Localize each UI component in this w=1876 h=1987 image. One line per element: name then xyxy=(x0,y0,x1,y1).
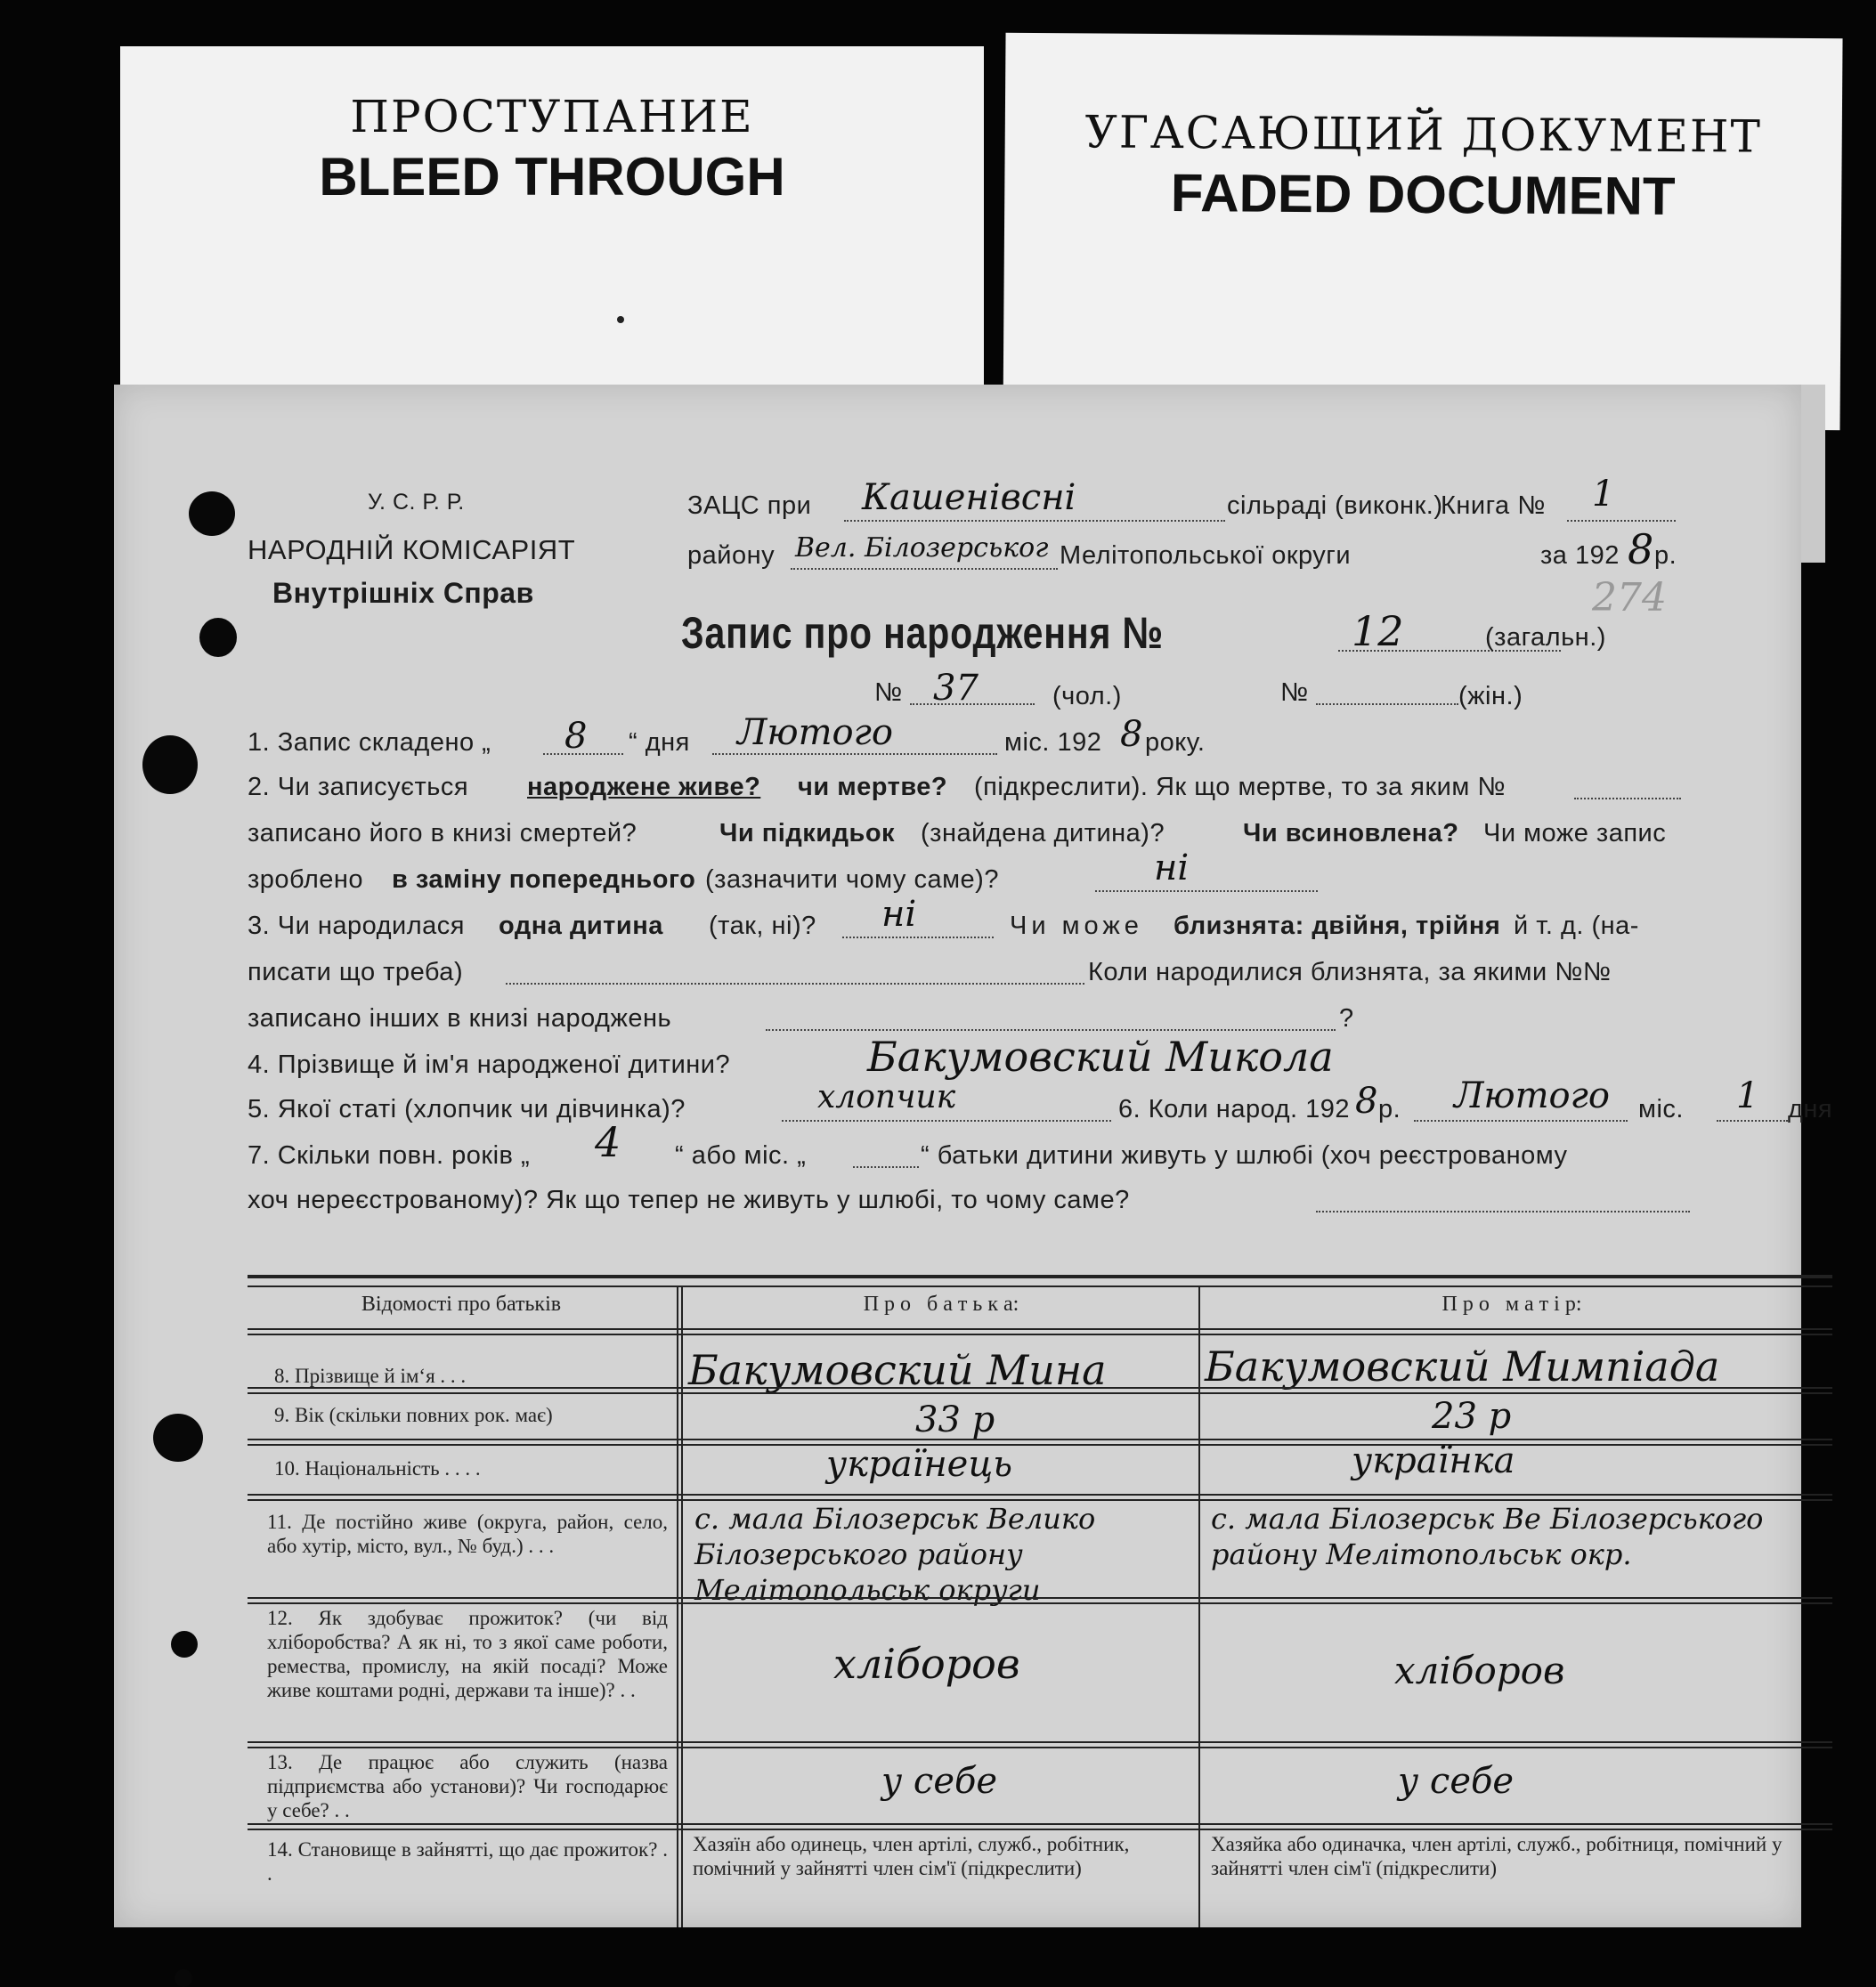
q6-label: 6. Коли народ. 192 xyxy=(1118,1095,1350,1123)
q2-line2-foundling: Чи підкидьок xyxy=(719,819,896,848)
q7-years-value: 4 xyxy=(595,1118,621,1166)
bleed-through-label-card xyxy=(120,46,984,429)
q1-month-value: Лютого xyxy=(737,712,893,753)
q3-line3-a: записано інших в книзі народжень xyxy=(248,1004,672,1033)
faded-document-ru: УГАСАЮЩИЙ ДОКУМЕНТ xyxy=(1084,106,1763,163)
punch-hole xyxy=(171,1631,198,1658)
q3-line2-a: писати що треба) xyxy=(248,958,464,986)
row14-father-options: Хазяїн або одинець, член артілі, служб., робітник, помічний у зайнятті член сім'ї (підкреслити) xyxy=(693,1833,1130,1879)
q3-line1-d: Чи може xyxy=(1010,912,1143,940)
punch-hole xyxy=(189,491,235,536)
table-col-divider-1b xyxy=(681,1285,683,1927)
q5-answer: хлопчик xyxy=(817,1079,956,1115)
table-row-rule xyxy=(248,1494,1832,1496)
row13-label: 13. Де працює або служить (назва підприємства або установи)? Чи господарює у себе? . . xyxy=(267,1751,668,1821)
q2-line2-c: (знайдена дитина)? xyxy=(921,819,1165,848)
q2-answer-line xyxy=(1095,890,1318,892)
birth-record-form xyxy=(114,385,1833,1927)
table-row-rule xyxy=(248,1597,1832,1599)
table-row-rule xyxy=(248,1602,1832,1604)
q7-line1-c: “ батьки дитини живуть у шлюбі (хоч реєстрованому xyxy=(921,1141,1568,1170)
okruha-label: Мелітопольської округи xyxy=(1060,541,1352,570)
q6-day-line xyxy=(1717,1120,1788,1122)
bleed-through-en: BLEED THROUGH xyxy=(319,147,785,207)
q6-month-value: Лютого xyxy=(1454,1075,1610,1116)
q3-line2-dots xyxy=(506,983,1084,985)
stamp-number: 274 xyxy=(1592,575,1667,620)
q2-line2-e: Чи може запис xyxy=(1483,819,1667,848)
general-label: (загальн.) xyxy=(1485,623,1606,652)
row12-label: 12. Як здобуває прожиток? (чи від хліборобства? А як ні, то з якої саме роботи, ремества, промислу, на якій посаді? Може живе коштами родні, держави та інше)? . . xyxy=(267,1607,668,1701)
q2-line3-a: зроблено xyxy=(248,865,364,894)
female-no-sign: № xyxy=(1280,678,1309,707)
year-suffix: р. xyxy=(1654,541,1677,570)
q2-line3-c: (зазначити чому саме)? xyxy=(705,865,999,894)
table-top-rule xyxy=(248,1275,1832,1278)
record-title: Запис про народження № xyxy=(681,608,1164,658)
faded-document-label-card xyxy=(1003,33,1842,431)
table-col-divider-1 xyxy=(677,1285,678,1927)
q3-line1-a: 3. Чи народилася xyxy=(248,912,465,940)
table-row-rule xyxy=(248,1387,1832,1389)
female-label: (жін.) xyxy=(1458,682,1523,710)
ussr-header: У. С. Р. Р. xyxy=(368,490,465,515)
year-label: за 192 xyxy=(1540,541,1620,570)
q6-year-value: 8 xyxy=(1355,1081,1378,1122)
table-row-rule xyxy=(248,1334,1832,1335)
q1-year-label: року. xyxy=(1145,728,1206,757)
q6-month-label: міс. xyxy=(1638,1095,1684,1123)
q6-year-label: р. xyxy=(1378,1095,1401,1123)
table-header-parents: Відомості про батьків xyxy=(361,1293,562,1316)
q1-month-line xyxy=(712,753,997,755)
table-row-rule xyxy=(248,1328,1832,1330)
q2-line1-d: (підкреслити). Як що мертве, то за яким № xyxy=(974,773,1506,801)
q2-line2-adopted: Чи всиновлена? xyxy=(1243,819,1459,848)
q7-line1-b: “ або міс. „ xyxy=(675,1141,807,1170)
q2-line2-a: записано його в книзі смертей? xyxy=(248,819,638,848)
table-header-father: П р о б а т ь к а: xyxy=(863,1293,1019,1316)
q4-child-name: Бакумовский Микола xyxy=(867,1033,1334,1081)
row11-father-value: с. мала Білозерськ Велико Білозерського району Мелітопольськ округи xyxy=(694,1502,1096,1607)
table-col-divider-2 xyxy=(1198,1285,1200,1927)
district-value: Вел. Білозерськог xyxy=(795,532,1049,564)
punch-hole xyxy=(153,1414,203,1462)
table-row-rule xyxy=(248,1741,1832,1743)
table-top-rule-2 xyxy=(248,1285,1832,1287)
faded-document-en: FADED DOCUMENT xyxy=(1170,163,1676,226)
row8-mother-value: Бакумовский Мимпіада xyxy=(1205,1342,1720,1391)
general-no-value: 12 xyxy=(1352,607,1404,655)
table-row-rule xyxy=(248,1747,1832,1748)
male-no-value: 37 xyxy=(933,668,979,709)
q2-line1-dead: чи мертве? xyxy=(798,773,948,801)
q3-line3-dots xyxy=(766,1029,1336,1031)
row8-label: 8. Прізвище й ім‘я . . . xyxy=(274,1365,467,1387)
book-no-line xyxy=(1567,520,1676,522)
q3-line1-f: й т. д. (на- xyxy=(1514,912,1639,940)
table-row-rule xyxy=(248,1439,1832,1440)
table-header-mother: П р о м а т і р: xyxy=(1442,1293,1582,1316)
zags-prefix: ЗАЦС при xyxy=(687,491,812,520)
table-row-rule xyxy=(248,1392,1832,1394)
punch-hole xyxy=(142,735,198,794)
q1-prefix: 1. Запис складено „ xyxy=(248,728,491,757)
q7-line1-a: 7. Скільки повн. років „ xyxy=(248,1141,531,1170)
q7-line2: хоч нереєстрованому)? Як що тепер не живуть у шлюбі, то чому саме? xyxy=(248,1186,1130,1214)
q1-day-value: 8 xyxy=(564,716,588,757)
council-label: сільраді (виконк.) xyxy=(1227,491,1443,520)
row10-label: 10. Національність . . . . xyxy=(274,1457,481,1480)
q2-death-no-line xyxy=(1574,798,1681,799)
internal-affairs-header: Внутрішніх Справ xyxy=(272,577,534,609)
book-label: Книга № xyxy=(1441,491,1546,520)
bleed-through-ru: ПРОСТУПАНИЕ xyxy=(350,91,754,142)
q1-month-label: міс. 192 xyxy=(1004,728,1102,757)
q7-months-line xyxy=(853,1166,919,1168)
row8-father-value: Бакумовский Мина xyxy=(688,1346,1107,1394)
table-row-rule xyxy=(248,1444,1832,1446)
district-line xyxy=(791,568,1058,570)
male-label: (чол.) xyxy=(1052,682,1122,710)
q2-line3-replacement: в заміну попереднього xyxy=(392,865,696,894)
row13-father-value: у себе xyxy=(881,1761,998,1802)
q3-line1-c: (так, ні)? xyxy=(709,912,816,940)
q3-answer: ні xyxy=(881,894,917,935)
district-label: району xyxy=(687,541,776,570)
book-no-value: 1 xyxy=(1592,474,1615,515)
q6-day-label: дня xyxy=(1788,1095,1833,1123)
male-no-sign: № xyxy=(874,678,903,707)
row9-father-value: 33 р xyxy=(915,1399,995,1440)
zags-village-value: Кашенівсні xyxy=(862,477,1076,518)
row11-label: 11. Де постійно живе (округа, район, село, або хутір, місто, вул., № буд.) . . . xyxy=(267,1511,668,1557)
row12-father-value: хліборов xyxy=(833,1640,1020,1688)
q3-answer-line xyxy=(842,937,994,938)
row11-mother-value: с. мала Білозерськ Ве Білозерського району Мелітопольськ окр. xyxy=(1211,1502,1764,1571)
row9-label: 9. Вік (скільки повних рок. має) xyxy=(274,1404,553,1426)
q2-line1-a: 2. Чи записується xyxy=(248,773,469,801)
q6-month-line xyxy=(1414,1120,1628,1122)
row14-mother-options: Хазяйка або одиначка, член артілі, служб., робітниця, помічний у зайнятті член сім'ї (підкреслити) xyxy=(1211,1833,1783,1879)
commissariat-header: НАРОДНІЙ КОМІСАРІЯТ xyxy=(248,534,576,565)
q5-label: 5. Якої статі (хлопчик чи дівчинка)? xyxy=(248,1095,686,1123)
row13-mother-value: у себе xyxy=(1398,1761,1515,1802)
table-row-rule xyxy=(248,1823,1832,1825)
table-row-rule xyxy=(248,1829,1832,1830)
q3-line3-b: ? xyxy=(1339,1004,1354,1033)
row12-mother-value: хліборов xyxy=(1394,1649,1565,1692)
row14-label: 14. Становище в зайнятті, що дає прожиток? . . xyxy=(267,1838,668,1885)
q4-label: 4. Прізвище й ім'я народженої дитини? xyxy=(248,1050,731,1079)
q2-line1-alive: народжене живе? xyxy=(527,773,761,801)
q7-line2-dots xyxy=(1316,1211,1690,1212)
row10-mother-value: українка xyxy=(1352,1440,1515,1481)
q1-year-value: 8 xyxy=(1120,714,1143,755)
q3-line1-twins: близнята: двійня, трійня xyxy=(1174,912,1501,940)
year-value: 8 xyxy=(1628,525,1654,573)
q3-line1-one-child: одна дитина xyxy=(499,912,663,940)
row10-father-value: українець xyxy=(826,1444,1013,1485)
punch-hole xyxy=(175,1969,192,1987)
q1-day-label: “ дня xyxy=(629,728,690,757)
q2-answer: ні xyxy=(1154,848,1190,888)
female-no-line xyxy=(1316,703,1458,705)
q3-line2-b: Коли народилися близнята, за якими №№ xyxy=(1088,958,1612,986)
punch-hole xyxy=(199,618,237,657)
q6-day-value: 1 xyxy=(1736,1075,1759,1116)
q5-answer-line xyxy=(782,1120,1111,1122)
speck xyxy=(617,316,624,323)
row9-mother-value: 23 р xyxy=(1432,1396,1512,1437)
zags-village-line xyxy=(844,520,1225,522)
